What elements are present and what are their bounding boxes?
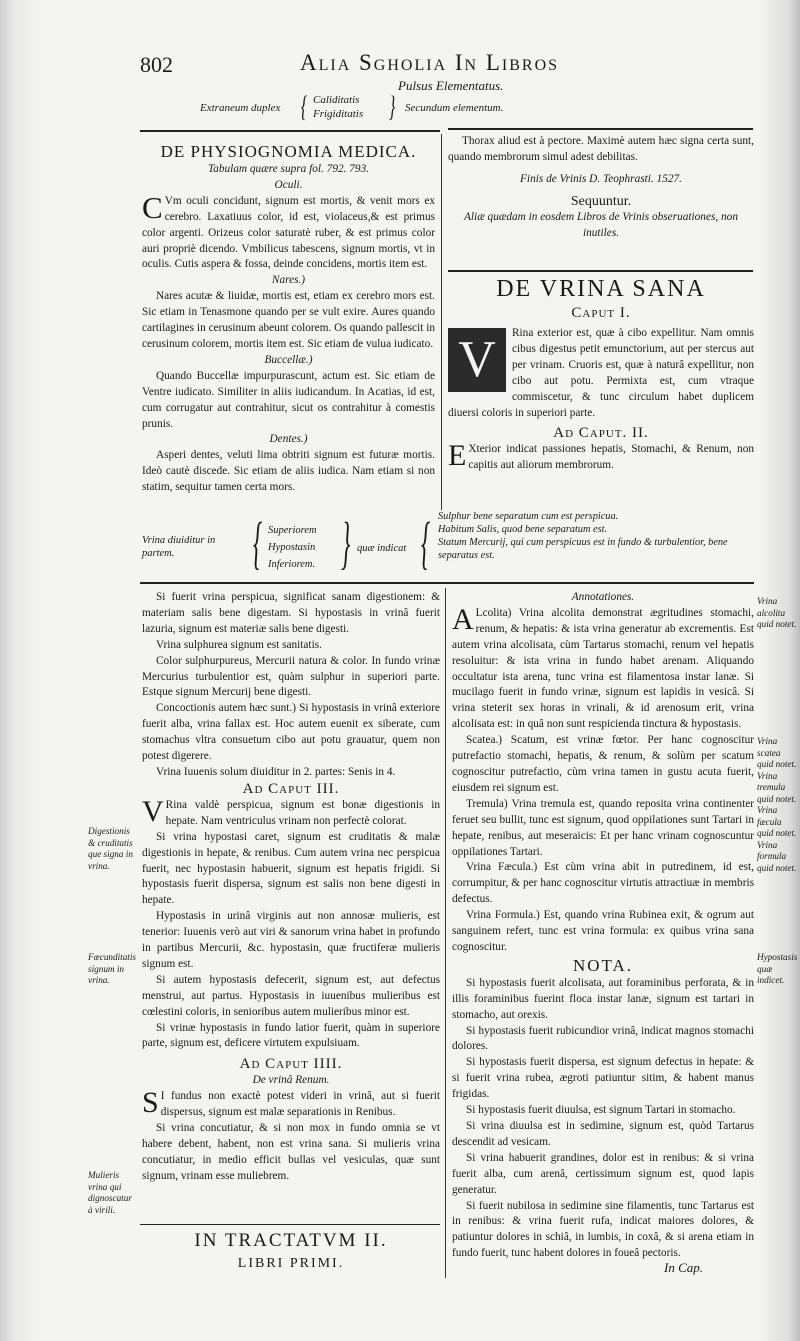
paragraph: V Rina valdè perspicua, signum est bonæ digestionis in hepate. Nam ventriculus vrinam non perfectè colorat.: [142, 794, 440, 828]
paragraph: Nares acutæ & liuidæ, mortis est, etiam ex cerebro mors est. Sic etiam in Tenasmone quando per se vult exire. Aures quando cartilagines in cerusinum abeunt colorem. Os quando pallescit in cerusinum colorem, mortis item est. Sic etiam de vulua iudicato.: [142, 290, 435, 350]
division-brace: {: [420, 510, 431, 575]
paragraph: Vrina Fæcula.) Est cùm vrina abit in putredinem, id est, corrumpitur, & per hanc cognoscitur virtutis attractiuæ in membris defectus.: [452, 861, 754, 906]
paragraph: Quando Buccellæ impurpurascunt, actum est. Sic etiam de Ventre iudicato. Similiter in aliis iudicandum. In Acatias, id est, cum corrugatur aut contrahitur, sicut os contrahitur à comestis prunis.: [142, 369, 435, 430]
column-separator: [445, 588, 446, 1278]
drop-cap: C: [142, 189, 163, 225]
paragraph: Si vrinæ hypostasis in fundo latior fuerit, quàm in superiore parte, signum est, deficere virtutem expulsiuam.: [142, 1021, 440, 1050]
section-reference: Tabulam quære supra fol. 792. 793.: [207, 163, 370, 175]
division-item: Statum Mercurij, qui cum perspicuus est in fundo & turbulentior, bene separatus est.: [438, 537, 728, 561]
subheading: Dentes.): [269, 433, 308, 446]
drop-cap: S: [142, 1086, 159, 1120]
paragraph: Si hypostasis fuerit rubicundior vrinâ, indicat magnos stomachi dolores.: [452, 1024, 754, 1053]
right-column: [452, 590, 754, 1262]
catchword: In Cap.: [664, 1260, 703, 1275]
subtitle: Aliæ quædam in eosdem Libros de Vrinis obseruationes, non inutiles.: [464, 210, 738, 239]
margin-note: Vrina scatea quid notet. Vrina tremula quid notet. Vrina fæcula quid notet. Vrina formula quid notet.: [757, 736, 797, 873]
drop-cap: E: [448, 439, 467, 473]
subheading: Buccellæ.): [264, 353, 313, 366]
caput-heading: Ad Caput IIII.: [239, 1056, 343, 1073]
division-left: Vrina diuiditur in partem.: [142, 535, 216, 559]
drop-cap: A: [452, 602, 474, 636]
margin-note: Digestionis & cruditatis que signa in vrina.: [88, 826, 133, 871]
sequuntur-heading: Sequuntur.: [570, 193, 632, 209]
division-item: Sulphur bene separatum cum est perspicua.: [438, 511, 619, 522]
margin-note: Hypostasis quæ indicet.: [757, 952, 798, 985]
column-separator: [441, 134, 442, 510]
division-part: Hypostasin: [268, 542, 316, 553]
section-title: DE VRINA SANA: [496, 276, 706, 302]
top-table: [200, 92, 660, 128]
divider-rule: [140, 130, 440, 132]
paragraph: S I fundus non exactè potest videri in vrinâ, aut si fuerit dispersus, signum est malæ separationis in Renibus.: [142, 1086, 440, 1120]
paragraph: V Rina exterior est, quæ à cibo expellitur. Nam omnis cibus digestus petit emunctorium, aut per stercus aut per vrinam. Cruoris est, quæ à naturâ expellitur, non cibo aut potu. Permixta est, cum vtraque commiscetur, & tunc circulum habet duplicem diuersi coloris in superiori parte.: [448, 327, 754, 419]
paragraph: Si vrina concutiatur, & si non mox in fundo omnia se vt habere debent, habent, non est vrina sana. Si mulieris vrina concutiatur, in medio efficit bullas vel vesiculas, quæ sunt signum, vrinam esse muliebrem.: [142, 1122, 440, 1182]
division-right: [438, 510, 754, 562]
page-number: 802: [140, 52, 173, 77]
division-part: Inferiorem.: [268, 559, 316, 570]
margin-note: Mulieris vrina qui dignoscatur à virili.: [88, 1170, 132, 1215]
paragraph: Color sulphurpureus, Mercurii natura & color. In fundo vrinæ Mercurius turbulentior est, quàm sulphur in superiori parte. Estque signum Mercurij bene digesti.: [142, 654, 440, 699]
drop-cap: V: [142, 794, 164, 828]
division-parts: [268, 522, 317, 573]
paragraph: Vrina Formula.) Est, quando vrina Rubinea exit, & ogrum aut sanguinem refert, tunc est vrina formula: ex quibus vrina sana cognoscitur.: [452, 909, 754, 953]
division-part: Superiorem: [268, 525, 317, 536]
top-table-brace: {: [300, 90, 308, 123]
vrina-sana-section: [448, 276, 754, 474]
paragraph: Vrina Iuuenis solum diuiditur in 2. partes: Senis in 4.: [156, 765, 396, 778]
top-table-brace: }: [388, 90, 396, 123]
top-table-item: Caliditatis: [313, 94, 360, 106]
divider-rule: [140, 582, 754, 584]
paragraph: Vrina sulphurea signum est sanitatis.: [156, 638, 322, 651]
paragraph: Si hypostasis fuerit alcolisata, aut foraminibus perforata, & in illis foraminibus fuerint floca instar lanæ, signum est tartari in stomacho, aut orexis.: [452, 976, 754, 1021]
libri-heading: LIBRI PRIMI.: [237, 1256, 345, 1271]
margin-note: Fœcunditatis signum in vrina.: [88, 952, 136, 985]
division-brace: {: [252, 510, 263, 575]
physiognomia-section: [142, 142, 435, 496]
caput-heading: Ad Caput. II.: [553, 425, 649, 442]
subheading: Annotationes.: [571, 591, 635, 603]
section-title: DE PHYSIOGNOMIA MEDICA.: [160, 142, 417, 161]
running-title: Alia Sgholia In Libros: [300, 50, 560, 75]
paragraph: Si fuerit vrina perspicua, significat sanam digestionem: & materiam salis bene digestam. Si hypostasis in vrinâ fuerit lazuria, signum est materiæ salis bene digesti.: [142, 591, 440, 635]
paragraph: E Xterior indicat passiones hepatis, Stomachi, & Renum, non capitis aut aliorum membrorum.: [448, 439, 754, 473]
divider-rule: [448, 128, 753, 130]
left-column: [142, 590, 440, 1185]
paragraph: Si vrina hypostasi caret, signum est cruditatis & malæ digestionis in hepate, & renibus. Cum autem vrina nec perspicua fuerit, nec hypostasin habuerit, signum est hepatis frigidi. Si hypostasis fuerit dispersa, signum est salis non bene digesti in hepate.: [142, 830, 440, 907]
divider-rule: [140, 1224, 440, 1225]
paragraph: Tremula) Vrina tremula est, quando reposita vrina continenter feruet seu bullit, tunc est signum, quod oppilationes sunt Tartari in hepate, renibus, aut meseraicis: Et per hanc vrinam cognoscuntur oppilationes Tartari.: [452, 797, 754, 858]
subheading: Nares.): [271, 274, 306, 287]
paragraph: Asperi dentes, veluti lima obtriti signum est futuræ mortis. Ideò cautè discede. Sic etiam de aliis iudica. Nam etiam si non statim, sequitur tamen certa mors.: [142, 449, 435, 494]
divider-rule: [448, 270, 753, 272]
paragraph: Thorax aliud est à pectore. Maximè autem hæc signa certa sunt, quando membrorum simul adest debilitas.: [448, 135, 754, 163]
margin-note: Vrina alcolita quid notet.: [757, 596, 797, 629]
paragraph: Si fuerit nubilosa in sedimine sine filamentis, tunc Tartarus est in renibus: & vrina fuerit rufa, indicat maiores dolores, & patiuntur dolores in schiâ, in lumbis, in coxâ, & si arena etiam in fundo fuerit, tunc habent dolores in foueâ pectoris.: [452, 1199, 754, 1260]
caput-heading: Caput I.: [571, 305, 631, 321]
division-table: [142, 510, 754, 576]
thorax-section: [448, 134, 754, 242]
paragraph: Hypostasis in urinâ virginis aut non annosæ mulieris, est tenerior: Iuuenis verò aut viri & sanorum vrina habet in profundo in partibus Mercurii, &c. hypostasin, quæ fructiferæ mulieris signum est.: [142, 910, 440, 970]
division-mid: quæ indicat: [357, 543, 407, 554]
ornamental-initial: V: [448, 328, 506, 392]
caput-heading: Ad Caput III.: [242, 780, 340, 797]
finis-line: Finis de Vrinis D. Teophrasti. 1527.: [520, 172, 682, 185]
header-subtitle: Pulsus Elementatus.: [398, 78, 504, 93]
paragraph: Si vrina habuerit grandines, dolor est in renibus: & si vrina fuerit alba, cum arenâ, certissimum signum est, quod lapis generatur.: [452, 1151, 754, 1196]
paragraph: Si hypostasis fuerit dispersa, est signum defectus in hepate: & si fuerit vrina rubea, ægroti patiuntur sitim, & habent manus frigidas.: [452, 1056, 754, 1101]
subheading: Oculi.: [274, 178, 303, 191]
paragraph: A Lcolita) Vrina alcolita demonstrat ægritudines stomachi, renum, & hepatis: & ista vrina generatur ab excrementis. Est autem vrina alcolisata, cùm Tartarus stomachi, renum vel hepatis resoluitur: & ista vrina in fundo habet arenam. Aliquando occultatur ista arena, tunc vrina est filamentosa instar lanæ. Si mucilago fuerit in fundo vrinæ, signum est lapidis in vesicâ. Si vrina steterit sex horas in vrinali, & id arenosum erit, vrina alcolisata est: in quâ non sunt respicienda tinctura & hypostasis.: [452, 602, 754, 731]
paragraph: Concoctionis autem hæc sunt.) Si hypostasis in vrinâ exteriore fuerit alba, vrina fallax est. Hoc autem euenit ex siberate, cum stomachus vltra consuetum cibo aut potu grauatur, quem non potest digerere.: [142, 702, 440, 763]
paragraph: Si hypostasis fuerit diuulsa, est signum Tartari in stomacho.: [466, 1104, 736, 1117]
top-table-item: Frigiditatis: [313, 108, 364, 120]
top-table-left: Extraneum duplex: [200, 102, 281, 114]
division-item: Habitum Salis, quod bene separatum est.: [438, 524, 608, 535]
division-brace: }: [340, 510, 351, 575]
paragraph: Si autem hypostasis defecerit, signum est, aut defectus menstrui, aut partus. Hypostasis in iuuenibus mulieribus est cœlestini coloris, in senioribus autem mulieribus minor est.: [142, 973, 440, 1018]
subheading: De vrinâ Renum.: [252, 1074, 330, 1087]
tractatum-heading: IN TRACTATVM II.: [194, 1230, 388, 1251]
paragraph: C Vm oculi concidunt, signum est mortis, & venit mors ex cerebro. Laxatiuus color, id est, violaceus,& est primus color argenti. Orizeus color saturatè ruber, & est primus color auri propriè dicendo. Vmbilicus tabescens, signum mortis, vt in oculis. Cutis aspera & fossa, deinde concidens, mortis item est.: [142, 189, 435, 271]
paragraph: Si vrina diuulsa est in sedimine, signum est, quòd Tartarus descendit ad vesicam.: [452, 1120, 754, 1148]
nota-heading: NOTA.: [572, 955, 634, 975]
paragraph: Scatea.) Scatum, est vrinæ fœtor. Per hanc cognoscitur putrefactio stomachi, hepatis, & renum, & solùm per scatum cognoscitur putrefactio, cùm vrina tamen in gustu acuta fuerit, eiusdem rei signum est.: [452, 734, 754, 794]
top-table-right: Secundum elementum.: [405, 102, 504, 114]
